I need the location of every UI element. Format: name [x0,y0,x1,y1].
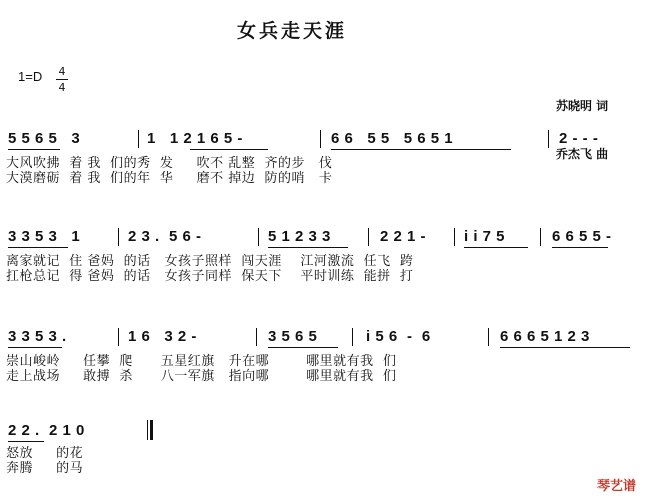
barline [488,328,489,346]
row2-measure4: 2 2 1 - [380,228,427,245]
beam [8,149,60,150]
barline [352,328,353,346]
row1-measure3: 6 6 5 5 5 6 5 1 [331,130,454,147]
credits [556,66,608,178]
row2-measure5: i i 7 5 [464,228,506,245]
barline [256,328,257,346]
final-barline-thin [147,420,148,440]
row3-measure3: 3 5 6 5 [268,328,318,345]
row3-measure1: 3 3 5 3 . [8,328,67,345]
beam [8,247,68,248]
row1-lyrics-verse1: 大风吹拂 着 我 们的秀 发 吹不 乱整 齐的步 伐 [6,156,333,171]
beam [190,149,268,150]
row3-measure4: i 5 6 - 6 [366,328,431,345]
final-barline-thick [150,420,153,440]
row2-measure2: 2 3 . 5 6 - [128,228,202,245]
row2-measure3: 5 1 2 3 3 [268,228,331,245]
beam [8,347,62,348]
beam [268,247,348,248]
row2-measure6: 6 6 5 5 - [552,228,612,245]
beam [552,247,608,248]
row2-lyrics-verse2: 扛枪总记 得 爸妈 的话 女孩子同样 保天下 平时训练 能拼 打 [6,269,414,284]
barline [258,228,259,246]
row4-lyrics-verse1: 怒放 的花 [6,446,84,461]
barline [138,130,139,148]
lyricist-credit: 苏晓明 词 [556,99,609,113]
barline [320,130,321,148]
beam [331,149,511,150]
row3-measure2: 1 6 3 2 - [128,328,197,345]
row3-lyrics-verse1: 崇山峻岭 任攀 爬 五星红旗 升在哪 哪里就有我 们 [6,354,397,369]
beam [268,347,338,348]
barline [540,228,541,246]
barline [118,328,119,346]
beam [500,347,630,348]
song-title: 女兵走天涯 [237,20,348,42]
row1-lyrics-verse2: 大漠磨砺 着 我 们的年 华 磨不 掉边 防的哨 卡 [6,171,333,186]
time-sig-top: 4 [58,65,66,78]
row4-lyrics-verse2: 奔腾 的马 [6,461,84,476]
time-signature [56,65,68,94]
row1-measure1: 5 5 6 5 3 [8,130,81,147]
barline [548,130,549,148]
row1-measure4: 2 - - - [559,130,599,147]
row3-lyrics-verse2: 走上战场 敢搏 杀 八一军旗 指向哪 哪里就有我 们 [6,369,397,384]
watermark-logo: 琴艺谱 [596,479,636,494]
row4-measure1: 2 2 . 2 1 0 [8,422,85,439]
row2-measure1: 3 3 5 3 1 [8,228,81,245]
key-signature: 1=D [18,69,43,84]
barline [368,228,369,246]
beam [8,441,44,442]
row2-lyrics-verse1: 离家就记 住 爸妈 的话 女孩子照样 闯天涯 江河激流 任飞 跨 [6,254,414,269]
beam [464,247,528,248]
row3-measure5: 6 6 6 5 1 2 3 [500,328,590,345]
barline [118,228,119,246]
composer-credit: 乔杰飞 曲 [556,147,609,161]
time-sig-bottom: 4 [58,81,66,94]
barline [454,228,455,246]
row1-measure2: 1 1 2 1 6 5 - [147,130,243,147]
